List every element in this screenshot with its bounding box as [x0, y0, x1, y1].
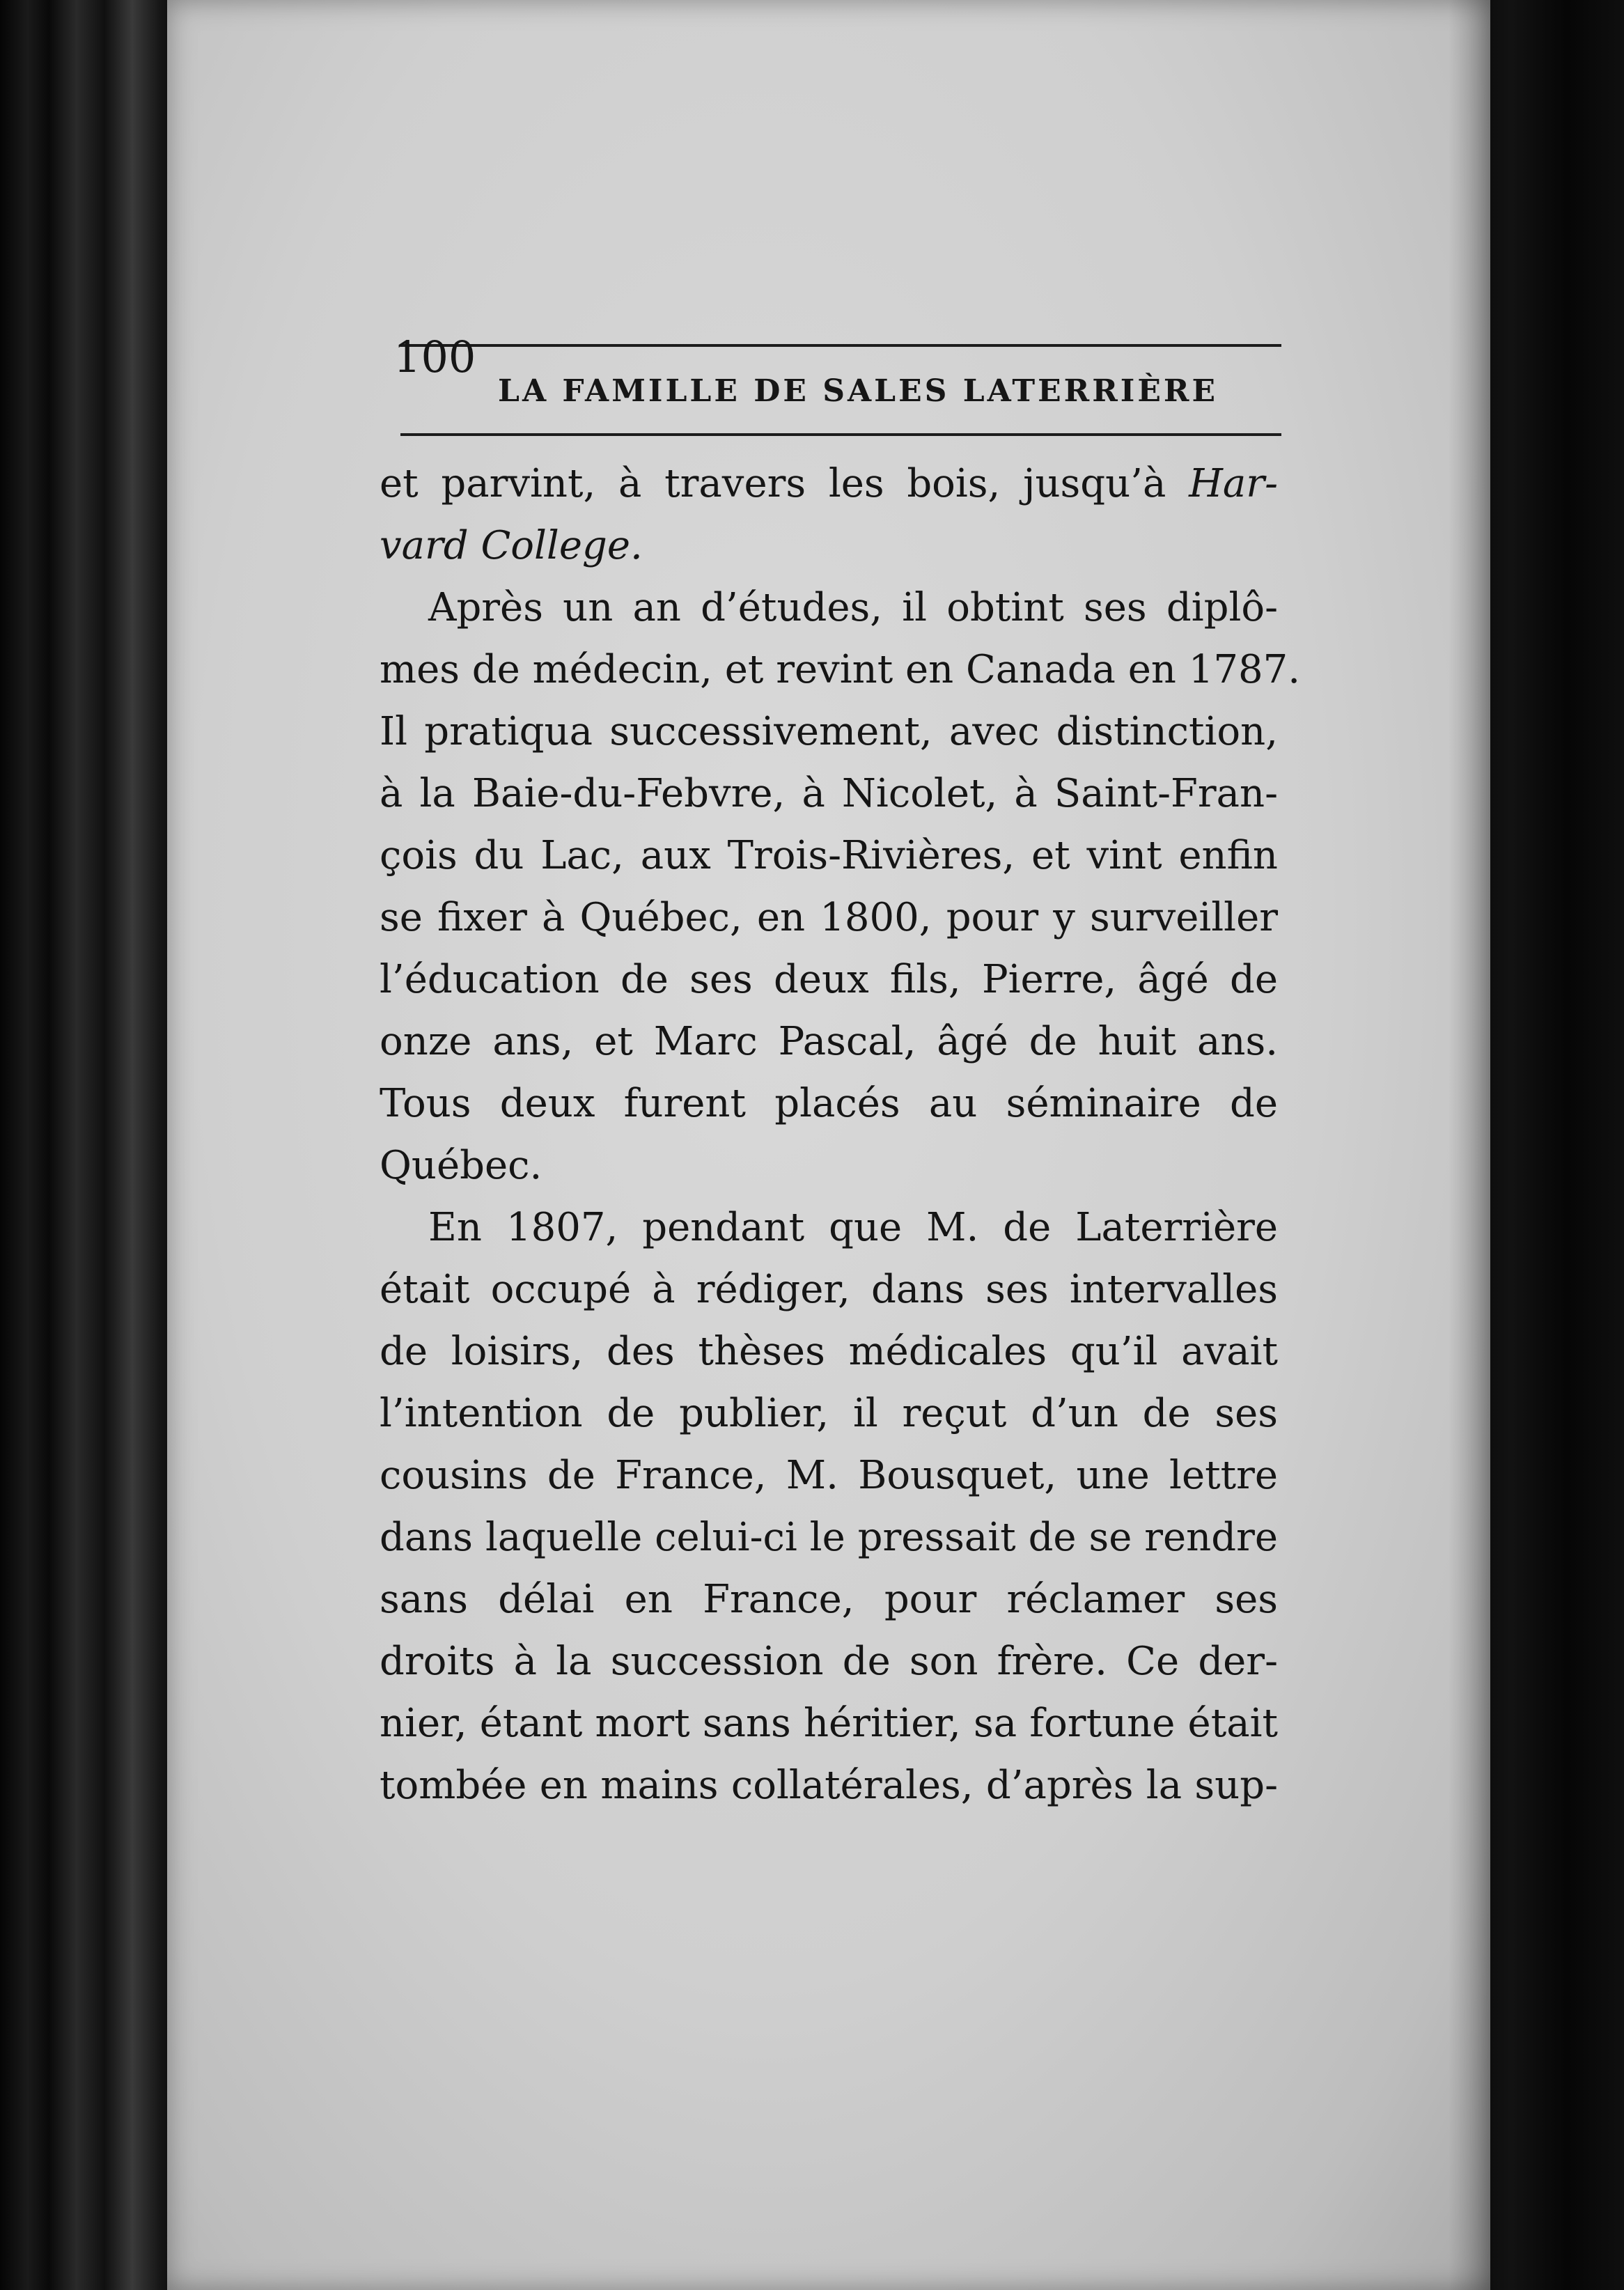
- text-line: l’éducation de ses deux fils, Pierre, âgé de: [380, 957, 1278, 1002]
- text-line-italic: Har-: [1189, 461, 1278, 506]
- text-line: nier, étant mort sans héritier, sa fortune était: [380, 1701, 1278, 1746]
- text-line: à la Baie-du-Febvre, à Nicolet, à Saint-Fran-: [380, 771, 1278, 816]
- text-line-roman: et parvint, à travers les bois, jusqu’à: [380, 461, 1189, 506]
- running-head: [393, 332, 1292, 415]
- page-number: 100: [393, 332, 476, 382]
- text-line: tombée en mains collatérales, d’après la sup-: [380, 1763, 1278, 1808]
- text-line: Québec.: [380, 1143, 542, 1188]
- paragraph-2: [380, 577, 1301, 1197]
- text-line: mes de médecin, et revint en Canada en 1787.: [380, 647, 1301, 692]
- text-line: onze ans, et Marc Pascal, âgé de huit ans.: [380, 1019, 1278, 1064]
- text-line: l’intention de publier, il reçut d’un de ses: [380, 1391, 1278, 1436]
- text-line: cousins de France, M. Bousquet, une lettre: [380, 1453, 1278, 1498]
- text-line: Il pratiqua successivement, avec distinction,: [380, 709, 1278, 754]
- header-rule-bottom: [400, 433, 1281, 436]
- text-line: droits à la succession de son frère. Ce der-: [380, 1639, 1278, 1684]
- gutter-shadow: [1449, 0, 1490, 2290]
- body-text: [380, 453, 1301, 1816]
- text-line-italic: vard College.: [380, 523, 643, 568]
- text-line: était occupé à rédiger, dans ses intervalles: [380, 1267, 1278, 1312]
- text-line: çois du Lac, aux Trois-Rivières, et vint enfin: [380, 833, 1278, 878]
- right-binding-edge: [1469, 0, 1624, 2290]
- text-line: [380, 515, 1278, 577]
- text-line: [380, 453, 1278, 515]
- text-line: Après un an d’études, il obtint ses diplô-: [428, 585, 1278, 630]
- text-line: sans délai en France, pour réclamer ses: [380, 1577, 1278, 1622]
- running-title: LA FAMILLE DE SALES LATERRIÈRE: [498, 373, 1219, 409]
- left-binding-edge: [0, 0, 174, 2290]
- paragraph-1: [380, 453, 1278, 577]
- text-line: se fixer à Québec, en 1800, pour y surveiller: [380, 895, 1278, 940]
- text-line: En 1807, pendant que M. de Laterrière: [428, 1205, 1278, 1250]
- text-line: de loisirs, des thèses médicales qu’il avait: [380, 1329, 1278, 1374]
- text-line: Tous deux furent placés au séminaire de: [380, 1081, 1278, 1126]
- text-line: dans laquelle celui-ci le pressait de se rendre: [380, 1515, 1278, 1560]
- paragraph-3: [380, 1197, 1278, 1816]
